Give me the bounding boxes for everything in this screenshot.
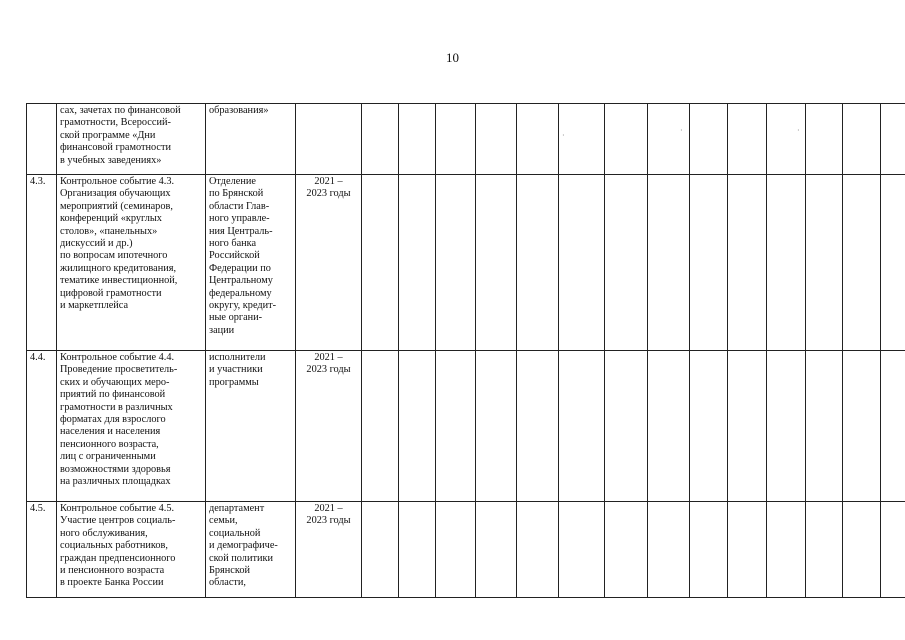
- cell-number: 4.3.: [27, 175, 57, 351]
- cell-empty: [843, 104, 881, 175]
- cell-empty: [476, 104, 517, 175]
- cell-empty: [728, 104, 767, 175]
- cell-empty: [843, 175, 881, 351]
- cell-empty: [399, 351, 436, 502]
- cell-empty: [690, 351, 728, 502]
- cell-empty: [436, 175, 476, 351]
- cell-empty: [476, 175, 517, 351]
- cell-empty: [399, 502, 436, 598]
- cell-empty: [605, 351, 648, 502]
- cell-empty: [436, 104, 476, 175]
- cell-empty: [767, 175, 806, 351]
- cell-empty: [559, 104, 605, 175]
- cell-empty: [559, 175, 605, 351]
- cell-empty: [690, 104, 728, 175]
- cell-empty: [881, 351, 905, 502]
- cell-empty: [648, 104, 690, 175]
- cell-empty: [728, 351, 767, 502]
- cell-executor: образования»: [206, 104, 296, 175]
- cell-empty: [843, 351, 881, 502]
- cell-empty: [881, 104, 905, 175]
- cell-empty: [362, 175, 399, 351]
- cell-empty: [476, 351, 517, 502]
- cell-event: сах, зачетах по финансовой грамотности, Всероссий- ской программе «Дни финансовой грамотности в учебных заведениях»: [57, 104, 206, 175]
- cell-empty: [436, 502, 476, 598]
- cell-empty: [690, 175, 728, 351]
- table-row: [27, 502, 905, 598]
- cell-empty: [806, 175, 843, 351]
- cell-empty: [648, 351, 690, 502]
- program-events-table: [26, 103, 905, 598]
- cell-empty: [690, 502, 728, 598]
- cell-empty: [605, 175, 648, 351]
- cell-period: [296, 104, 362, 175]
- cell-number: 4.5.: [27, 502, 57, 598]
- cell-empty: [559, 351, 605, 502]
- cell-empty: [517, 175, 559, 351]
- table-row: [27, 104, 905, 175]
- cell-number: [27, 104, 57, 175]
- cell-event: Контрольное событие 4.4. Проведение просветитель- ских и обучающих меро- приятий по финансовой грамотности в различных форматах для взрослого населения и населения пенсионного возраста, лиц с ограниченными возможностями здоровья на различных площадках: [57, 351, 206, 502]
- cell-empty: [767, 351, 806, 502]
- cell-empty: [559, 502, 605, 598]
- cell-empty: [843, 502, 881, 598]
- cell-empty: [362, 502, 399, 598]
- cell-empty: [399, 175, 436, 351]
- cell-empty: [767, 104, 806, 175]
- cell-period: 2021 – 2023 годы: [296, 351, 362, 502]
- cell-period: 2021 – 2023 годы: [296, 175, 362, 351]
- cell-empty: [517, 502, 559, 598]
- cell-empty: [362, 104, 399, 175]
- cell-empty: [605, 502, 648, 598]
- cell-empty: [806, 104, 843, 175]
- cell-empty: [728, 175, 767, 351]
- table-row: [27, 175, 905, 351]
- cell-empty: [806, 351, 843, 502]
- cell-empty: [806, 502, 843, 598]
- cell-empty: [476, 502, 517, 598]
- cell-empty: [881, 175, 905, 351]
- cell-event: Контрольное событие 4.3. Организация обучающих мероприятий (семинаров, конференций «круглых столов», «панельных» дискуссий и др.) по вопросам ипотечного жилищного кредитования, тематике инвестиционной, цифровой грамотности и маркетплейса: [57, 175, 206, 351]
- cell-empty: [648, 175, 690, 351]
- table-row: [27, 351, 905, 502]
- cell-executor: исполнители и участники программы: [206, 351, 296, 502]
- scan-speck: ·: [680, 126, 683, 135]
- cell-number: 4.4.: [27, 351, 57, 502]
- cell-empty: [399, 104, 436, 175]
- cell-empty: [881, 502, 905, 598]
- cell-empty: [767, 502, 806, 598]
- cell-executor: Отделение по Брянской области Глав- ного управле- ния Централь- ного банка Российской Федерации по Центральному федеральному округу, кредит- ные органи- зации: [206, 175, 296, 351]
- scan-speck: ·: [797, 126, 800, 135]
- cell-empty: [436, 351, 476, 502]
- cell-executor: департамент семьи, социальной и демографиче- ской политики Брянской области,: [206, 502, 296, 598]
- cell-event: Контрольное событие 4.5. Участие центров социаль- ного обслуживания, социальных работников, граждан предпенсионного и пенсионного возраста в проекте Банка России: [57, 502, 206, 598]
- page-number: 10: [446, 50, 459, 65]
- cell-empty: [362, 351, 399, 502]
- cell-period: 2021 – 2023 годы: [296, 502, 362, 598]
- cell-empty: [517, 104, 559, 175]
- scan-speck: ·: [562, 131, 565, 140]
- cell-empty: [517, 351, 559, 502]
- cell-empty: [648, 502, 690, 598]
- cell-empty: [728, 502, 767, 598]
- cell-empty: [605, 104, 648, 175]
